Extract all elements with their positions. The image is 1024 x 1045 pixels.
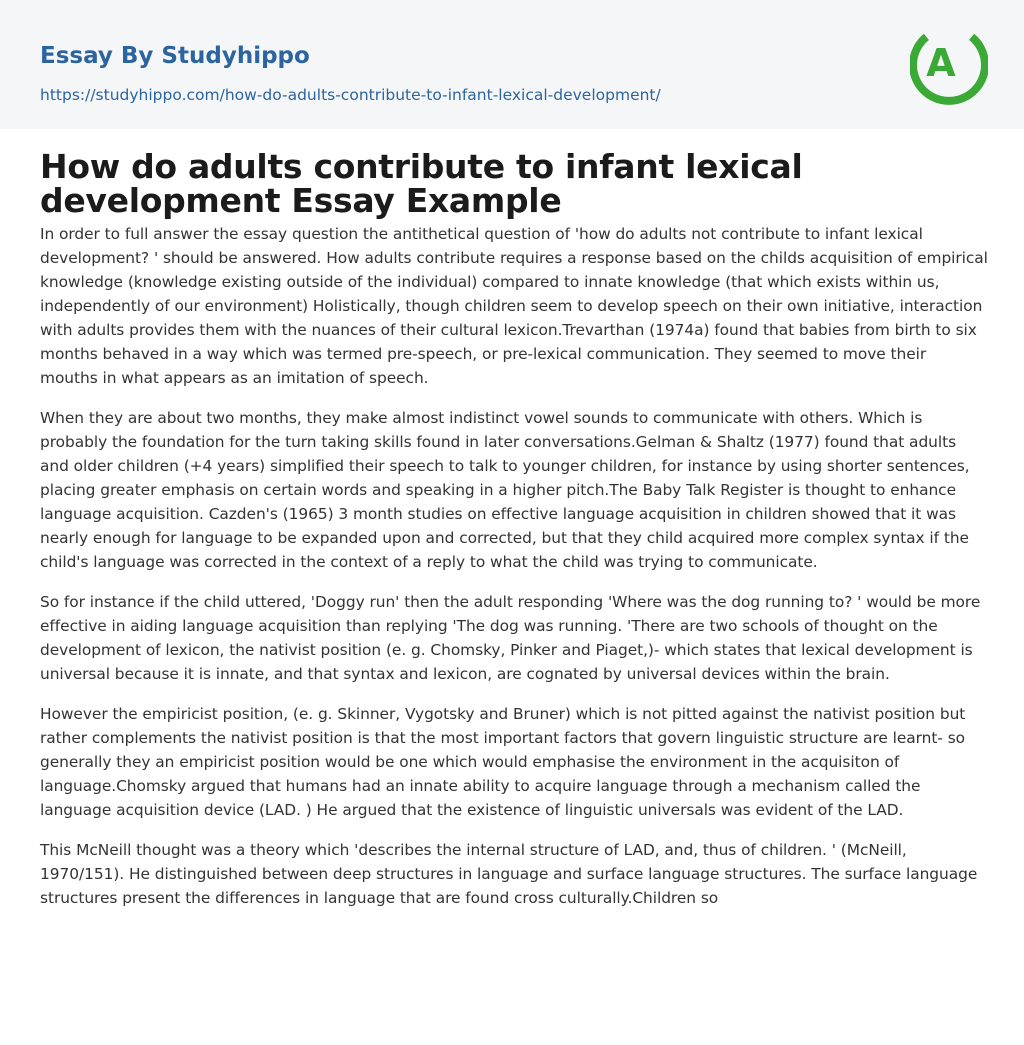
paragraph: However the empiricist position, (e. g. Skinner, Vygotsky and Bruner) which is not pitted against the nativist position but rather complements the nativist position is that the most important factors that govern linguistic structure are learnt- so generally they an empiricist position would be one which would emphasise the environment in the acquisiton of language.Chomsky argued that humans had an innate ability to acquire language through a mechanism called the language acquisition device (LAD. ) He argued that the existence of linguistic universals was evident of the LAD. <box>40 705 966 819</box>
logo-letter: A <box>926 41 956 85</box>
site-header <box>0 0 1024 129</box>
brand-name[interactable]: Essay By Studyhippo <box>40 43 310 69</box>
paragraph: So for instance if the child uttered, 'Doggy run' then the adult responding 'Where was the dog running to? ' would be more effective in aiding language acquisition than replying 'The dog was running. 'There are two schools of thought on the development of lexicon, the nativist position (e. g. Chomsky, Pinker and Piaget,)- which states that lexical development is universal because it is innate, and that syntax and lexicon, are cognated by universal devices within the brain. <box>40 593 981 683</box>
page-title: How do adults contribute to infant lexical development Essay Example <box>40 147 803 220</box>
studyhippo-logo-icon[interactable] <box>910 18 988 106</box>
paragraph: When they are about two months, they make almost indistinct vowel sounds to communicate with others. Which is probably the foundation for the turn taking skills found in later conversations.Gelman & Shaltz (1977) found that adults and older children (+4 years) simplified their speech to talk to younger children, for instance by using shorter sentences, placing greater emphasis on certain words and speaking in a higher pitch.The Baby Talk Register is thought to enhance language acquisition. Cazden's (1965) 3 month studies on effective language acquisition in children showed that it was nearly enough for language to be expanded upon and corrected, but that they child acquired more complex syntax if the child's language was corrected in the context of a reply to what the child was trying to communicate. <box>40 409 970 571</box>
article <box>40 147 988 926</box>
paragraph: In order to full answer the essay question the antithetical question of 'how do adults not contribute to infant lexical development? ' should be answered. How adults contribute requires a response based on the childs acquisition of empirical knowledge (knowledge existing outside of the individual) compared to innate knowledge (that which exists within us, independently of our environment) Holistically, though children seem to develop speech on their own initiative, interaction with adults provides them with the nuances of their cultural lexicon.Trevarthan (1974a) found that babies from birth to six months behaved in a way which was termed pre-speech, or pre-lexical communication. They seemed to move their mouths in what appears as an imitation of speech. <box>40 225 988 387</box>
source-url-link[interactable]: https://studyhippo.com/how-do-adults-contribute-to-infant-lexical-development/ <box>40 86 661 104</box>
paragraph: This McNeill thought was a theory which 'describes the internal structure of LAD, and, thus of children. ' (McNeill, 1970/151). He distinguished between deep structures in language and surface language structures. The surface language structures present the differences in language that are found cross culturally.Children so <box>40 841 978 907</box>
